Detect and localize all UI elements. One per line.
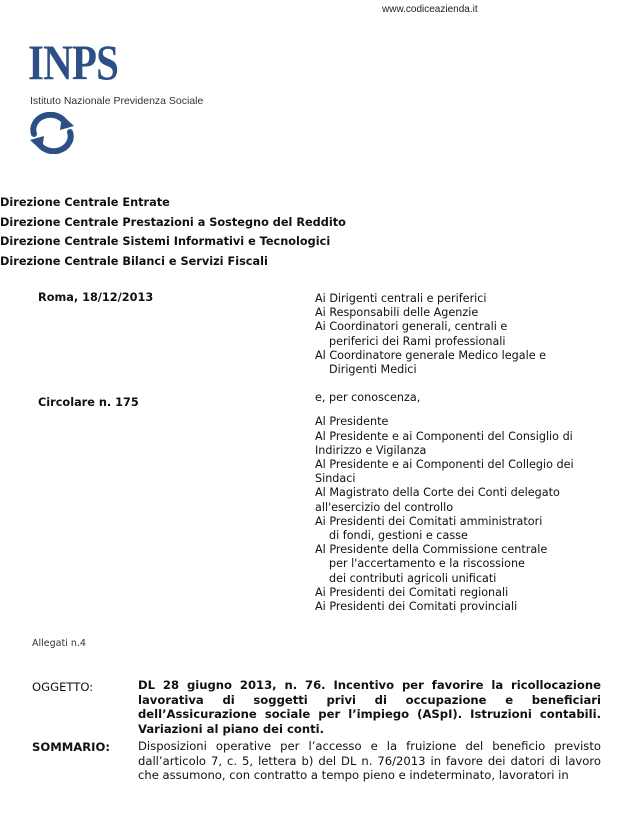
recipient-line: periferici dei Rami professionali <box>329 334 506 348</box>
sommario-text: Disposizioni operative per l’accesso e la fruizione del beneficio previsto dall’articolo 7, c. 5, lettera b) del DL n. 76/2013 in favore dei datori di lavoro che assumono, con contratto a tempo pieno e indeterminato, lavoratori in <box>138 739 601 783</box>
recipient-line: Ai Presidenti dei Comitati regionali <box>315 585 509 599</box>
circular-arrows-icon <box>28 112 76 158</box>
recipient-line: Ai Presidenti dei Comitati amministratori <box>315 514 543 528</box>
recipient-line: Ai Coordinatori generali, centrali e <box>315 320 508 334</box>
circolare-number: Circolare n. 175 <box>38 396 139 409</box>
oggetto-text: DL 28 giugno 2013, n. 76. Incentivo per favorire la ricollocazione lavorativa di soggetti privi di occupazione e beneficiari dell’Assicurazione sociale per l’impiego (ASpI). Istruzioni contabili. Variazioni al piano dei conti. <box>138 678 601 736</box>
recipients-list <box>315 292 574 614</box>
recipient-line: Al Presidente e ai Componenti del Collegio dei <box>315 458 574 472</box>
per-conoscenza: e, per conoscenza, <box>315 391 421 405</box>
sommario-label: SOMMARIO: <box>32 740 110 754</box>
recipient-line: Al Presidente e ai Componenti del Consiglio di <box>315 429 573 443</box>
recipient-line: di fondi, gestioni e casse <box>329 529 468 543</box>
recipient-line: all'esercizio del controllo <box>315 500 454 514</box>
website-url: www.codiceazienda.it <box>382 4 478 15</box>
recipient-line: Dirigenti Medici <box>329 363 417 377</box>
recipient-line: Ai Dirigenti centrali e periferici <box>315 292 487 305</box>
recipient-line: Al Magistrato della Corte dei Conti delegato <box>315 486 560 500</box>
inps-logo-subtitle: Istituto Nazionale Previdenza Sociale <box>30 95 204 107</box>
recipient-line: Ai Presidenti dei Comitati provinciali <box>315 600 518 614</box>
recipient-line: Ai Responsabili delle Agenzie <box>315 306 479 320</box>
allegati-count: Allegati n.4 <box>32 638 86 649</box>
recipient-line: dei contributi agricoli unificati <box>329 571 497 585</box>
directorate-line: Direzione Centrale Prestazioni a Sostegno del Reddito <box>0 215 346 229</box>
oggetto-label: OGGETTO: <box>32 680 94 694</box>
directorates-block <box>0 193 346 271</box>
directorate-line: Direzione Centrale Sistemi Informativi e Tecnologici <box>0 235 331 249</box>
recipient-line: Al Presidente <box>315 415 389 429</box>
place-date: Roma, 18/12/2013 <box>38 291 154 304</box>
recipient-line: Al Presidente della Commissione centrale <box>315 543 548 557</box>
recipient-line: per l'accertamento e la riscossione <box>329 557 525 571</box>
inps-logo-text: INPS <box>28 34 119 90</box>
recipient-line: Indirizzo e Vigilanza <box>315 443 427 457</box>
recipient-line: Sindaci <box>315 472 356 486</box>
directorate-line: Direzione Centrale Bilanci e Servizi Fiscali <box>0 254 268 268</box>
directorate-line: Direzione Centrale Entrate <box>0 196 170 209</box>
recipient-line: Al Coordinatore generale Medico legale e <box>315 348 547 362</box>
